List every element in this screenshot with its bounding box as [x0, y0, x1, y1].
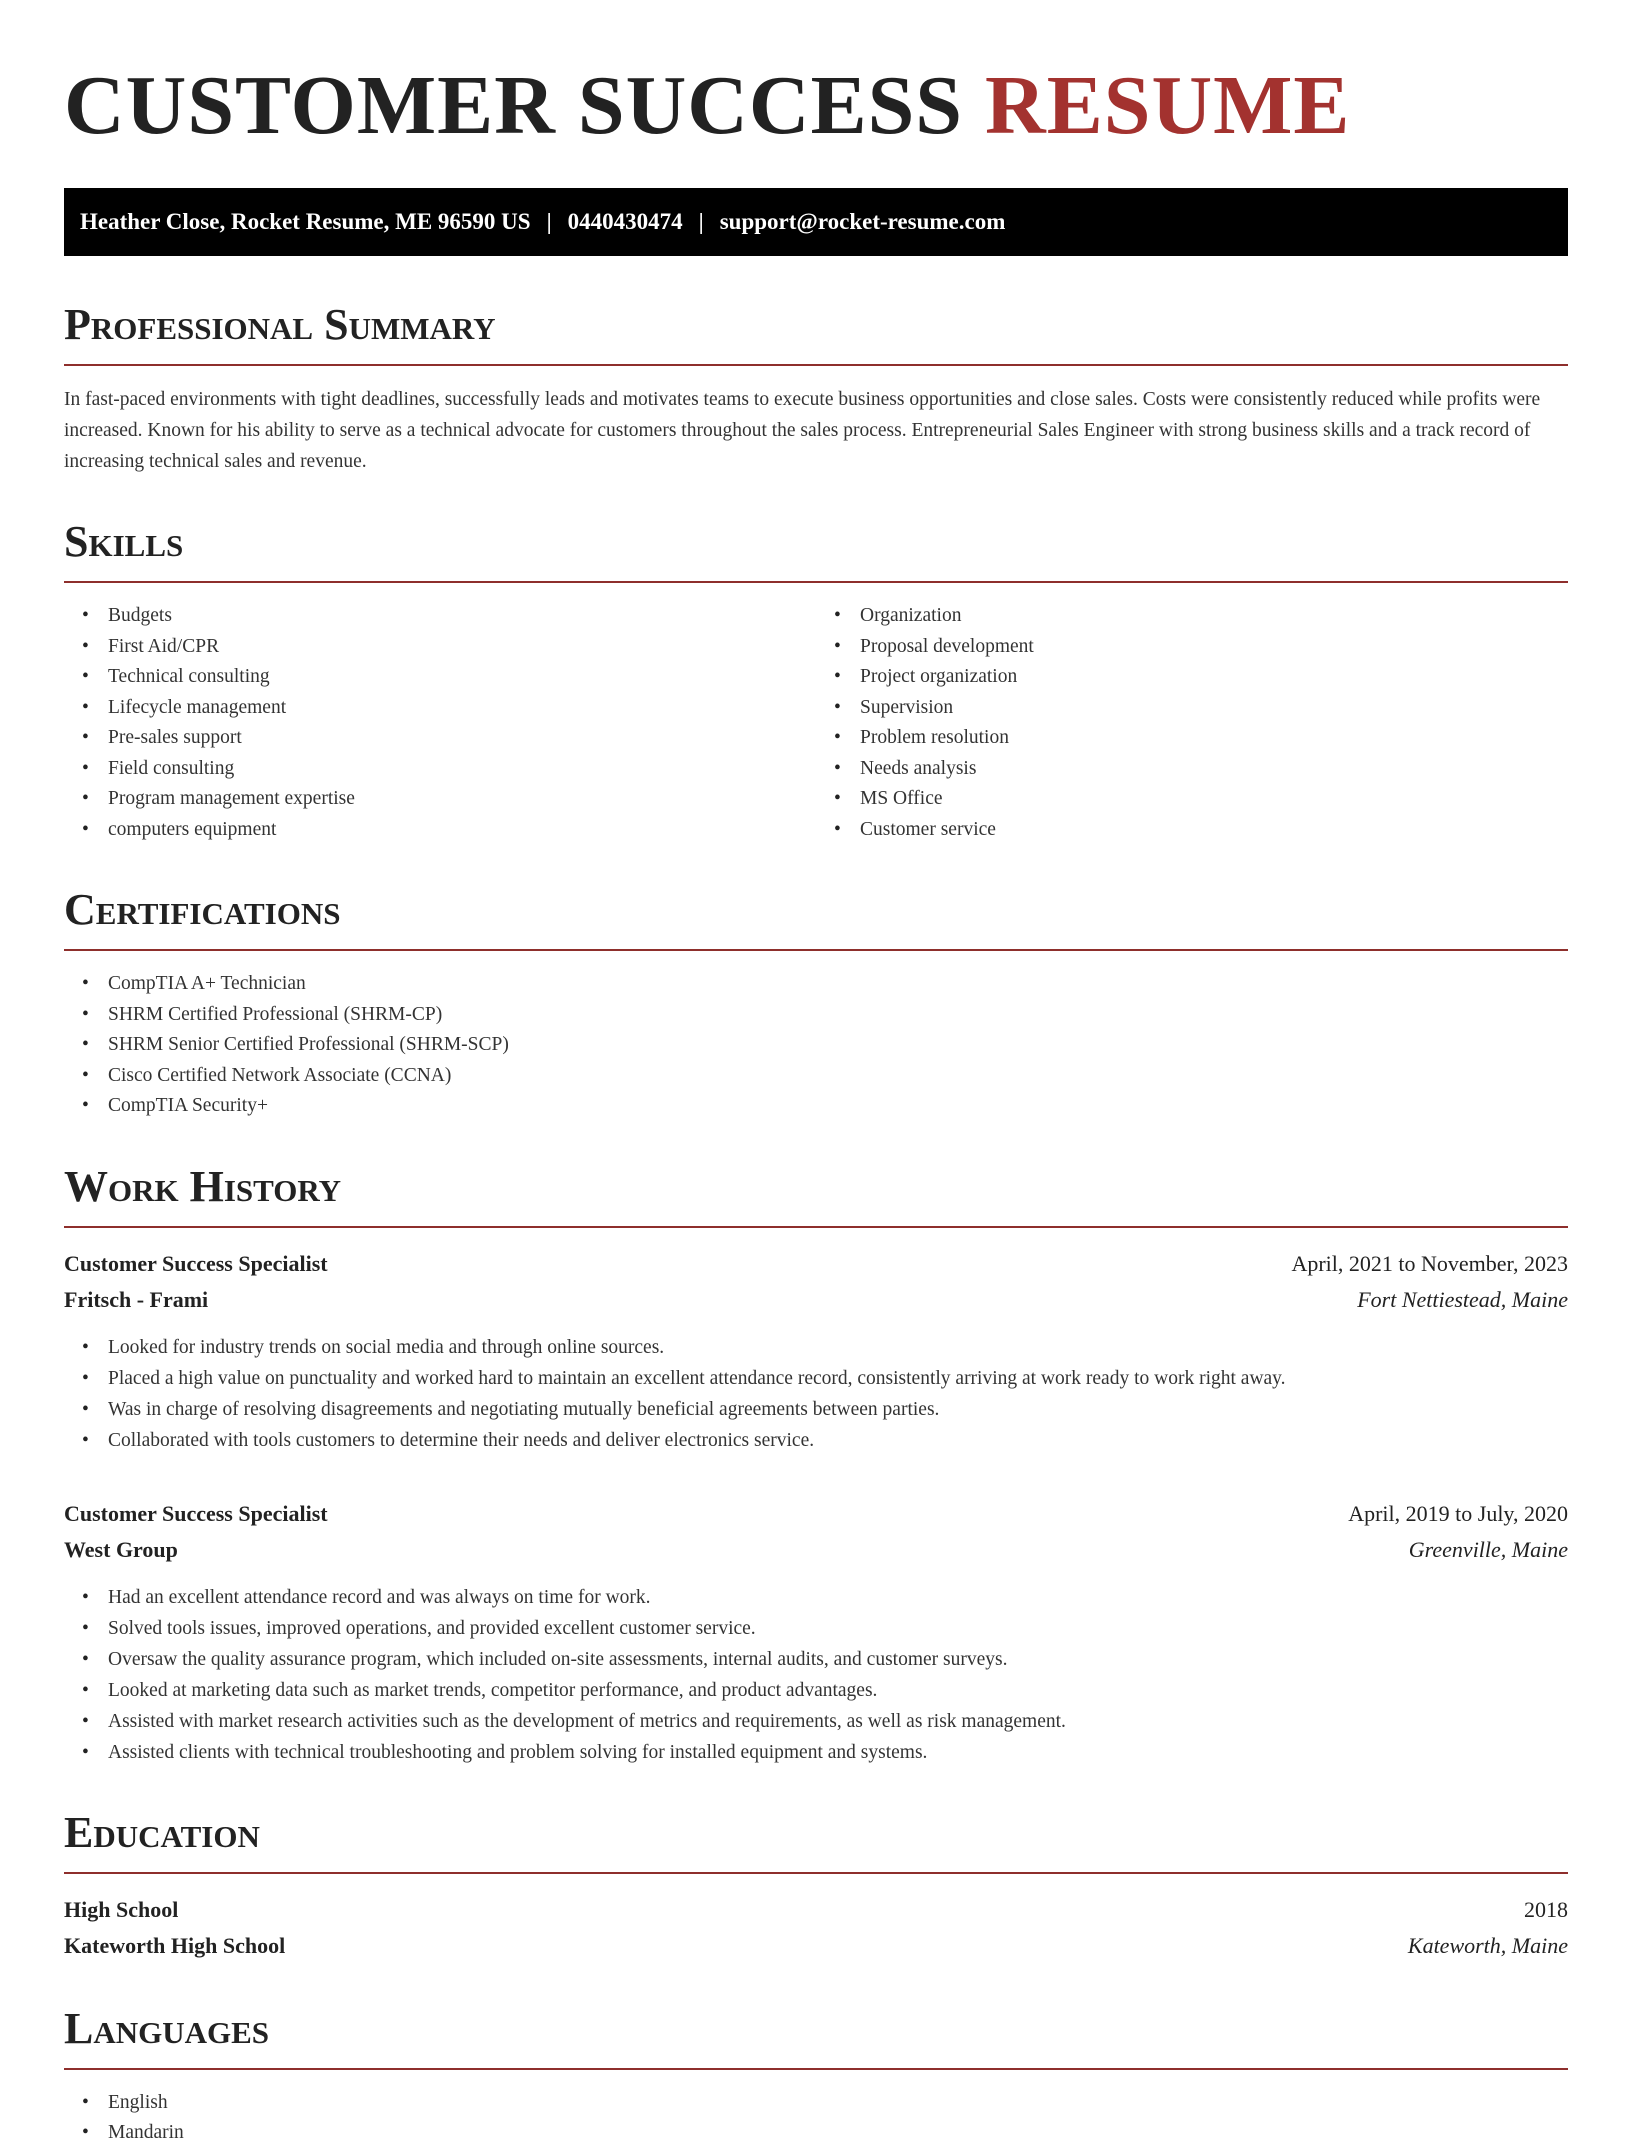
language-item: • English [64, 2088, 1568, 2119]
job-company-row [64, 1282, 1568, 1318]
education-degree-row [64, 1892, 1568, 1928]
skill-item: • Program management expertise [64, 784, 816, 815]
skill-item: • Technical consulting [64, 662, 816, 693]
job-entry [64, 1246, 1568, 1456]
job-bullet: • Looked at marketing data such as market trends, competitor performance, and product advantages. [64, 1675, 1568, 1706]
skill-item: • Lifecycle management [64, 693, 816, 724]
languages-list [64, 2088, 1568, 2149]
job-bullet: • Assisted clients with technical troubleshooting and problem solving for installed equipment and systems. [64, 1737, 1568, 1768]
contact-address: Heather Close, Rocket Resume, ME 96590 US [80, 209, 531, 234]
certifications-section [64, 885, 1568, 1122]
certification-item: • SHRM Senior Certified Professional (SHRM-SCP) [64, 1030, 1568, 1061]
job-dates: April, 2019 to July, 2020 [1348, 1500, 1568, 1526]
education-section [64, 1808, 1568, 1964]
education-location: Kateworth, Maine [1407, 1932, 1568, 1958]
job-bullet: • Assisted with market research activities such as the development of metrics and requirements, as well as risk management. [64, 1706, 1568, 1737]
job-bullet: • Collaborated with tools customers to determine their needs and deliver electronics service. [64, 1425, 1568, 1456]
skill-item: • Supervision [816, 693, 1568, 724]
job-bullet: • Oversaw the quality assurance program, which included on-site assessments, internal audits, and customer surveys. [64, 1644, 1568, 1675]
summary-section [64, 300, 1568, 477]
job-bullets [64, 1332, 1568, 1456]
skill-item: • First Aid/CPR [64, 632, 816, 663]
education-entry [64, 1892, 1568, 1964]
resume-title [64, 60, 1568, 152]
skill-item: • MS Office [816, 784, 1568, 815]
education-school: Kateworth High School [64, 1932, 286, 1958]
work-history-section [64, 1162, 1568, 1768]
job-bullet: • Solved tools issues, improved operations, and provided excellent customer service. [64, 1613, 1568, 1644]
skills-heading: Skills [64, 517, 1568, 583]
education-year: 2018 [1524, 1896, 1568, 1922]
job-bullet: • Was in charge of resolving disagreements and negotiating mutually beneficial agreements between parties. [64, 1394, 1568, 1425]
job-bullet: • Looked for industry trends on social media and through online sources. [64, 1332, 1568, 1363]
skill-item: • Project organization [816, 662, 1568, 693]
skills-list-left [64, 601, 816, 845]
skill-item: • Field consulting [64, 754, 816, 785]
languages-section [64, 2004, 1568, 2149]
skill-item: • computers equipment [64, 815, 816, 846]
job-title: Customer Success Specialist [64, 1250, 328, 1276]
skill-item: • Customer service [816, 815, 1568, 846]
contact-separator: | [546, 209, 552, 234]
skill-item: • Organization [816, 601, 1568, 632]
job-bullet: • Placed a high value on punctuality and worked hard to maintain an excellent attendance record, consistently arriving at work ready to work right away. [64, 1363, 1568, 1394]
certification-item: • SHRM Certified Professional (SHRM-CP) [64, 1000, 1568, 1031]
contact-email: support@rocket-resume.com [719, 209, 1006, 234]
job-bullets [64, 1582, 1568, 1768]
title-accent: RESUME [985, 59, 1351, 152]
contact-separator: | [698, 209, 704, 234]
job-company: West Group [64, 1536, 178, 1562]
certification-item: • CompTIA Security+ [64, 1091, 1568, 1122]
education-heading: Education [64, 1808, 1568, 1874]
job-bullet: • Had an excellent attendance record and was always on time for work. [64, 1582, 1568, 1613]
job-location: Fort Nettiestead, Maine [1357, 1286, 1568, 1312]
job-header-row [64, 1496, 1568, 1532]
job-header-row [64, 1246, 1568, 1282]
contact-bar [64, 188, 1568, 256]
job-company: Fritsch - Frami [64, 1286, 209, 1312]
job-entry [64, 1496, 1568, 1768]
summary-heading: Professional Summary [64, 300, 1568, 366]
certification-item: • CompTIA A+ Technician [64, 969, 1568, 1000]
certification-item: • Cisco Certified Network Associate (CCNA) [64, 1061, 1568, 1092]
skills-section [64, 517, 1568, 845]
title-main: CUSTOMER SUCCESS [64, 59, 964, 152]
job-company-row [64, 1532, 1568, 1568]
language-item: • Mandarin [64, 2118, 1568, 2149]
job-dates: April, 2021 to November, 2023 [1291, 1250, 1568, 1276]
skill-item: • Pre-sales support [64, 723, 816, 754]
work-history-heading: Work History [64, 1162, 1568, 1228]
summary-text: In fast-paced environments with tight deadlines, successfully leads and motivates teams to execute business opportunities and close sales. Costs were consistently reduced while profits were increased. Known for his ability to serve as a technical advocate for customers throughout the sales process. Entrepreneurial Sales Engineer with strong business skills and a track record of increasing technical sales and revenue. [64, 389, 1541, 472]
skill-item: • Proposal development [816, 632, 1568, 663]
languages-heading: Languages [64, 2004, 1568, 2070]
job-title: Customer Success Specialist [64, 1500, 328, 1526]
education-degree: High School [64, 1896, 179, 1922]
contact-phone: 0440430474 [567, 209, 683, 234]
skill-item: • Needs analysis [816, 754, 1568, 785]
job-location: Greenville, Maine [1408, 1536, 1568, 1562]
education-school-row [64, 1928, 1568, 1964]
certifications-list [64, 969, 1568, 1122]
skills-grid [64, 583, 1568, 845]
skill-item: • Problem resolution [816, 723, 1568, 754]
skill-item: • Budgets [64, 601, 816, 632]
skills-list-right [816, 601, 1568, 845]
certifications-heading: Certifications [64, 885, 1568, 951]
